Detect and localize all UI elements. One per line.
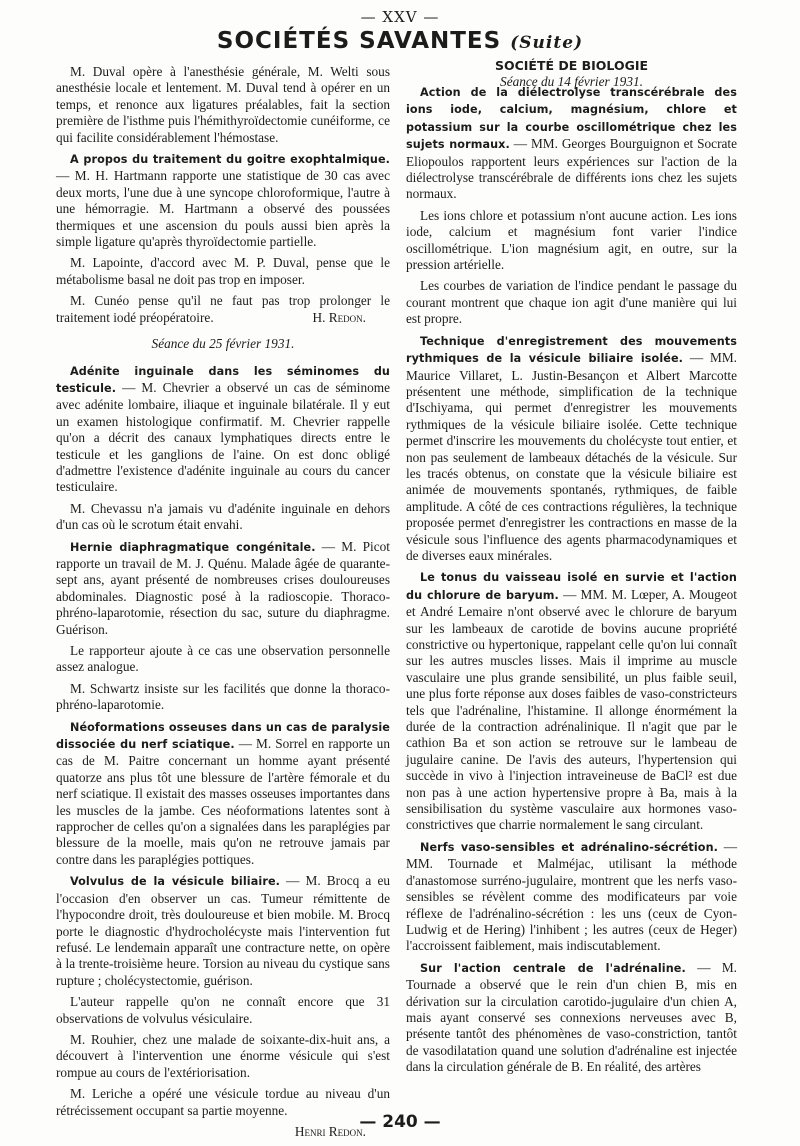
article-body: — M. H. Hartmann rapporte une statistique de 30 cas avec deux morts, l'une due à une syncope chloroformique, l'autre à une hémorragie. M. Hartmann a observé des poussées thermiques et une ascension du pouls aussi bien après la simple ligature qu'après thyroïdectomie partielle. [56,168,390,250]
article [406,569,737,834]
article-body: — M. Chevrier a observé un cas de séminome avec adénite lombaire, iliaque et inguinale bilatérale. Il y eut un examen histologique confirmatif. M. Chevrier rappelle qu'on a décrit des canaux lymphatiques directs entre le testicule et les ganglions de l'aine. On est donc obligé d'admettre l'existence d'adénite inguinale au cours du cancer testiculaire. [56,379,390,495]
paragraph [56,293,390,326]
article-heading: Sur l'action centrale de l'adrénaline. [420,961,686,975]
paragraph: Les courbes de variation de l'indice pendant le passage du courant montrent que chaque ion agit d'une manière qui lui est propre. [406,278,737,327]
section-banner [0,28,800,54]
article [56,151,390,250]
paragraph: Le rapporteur ajoute à ce cas une observation personnelle assez analogue. [56,643,390,675]
paragraph: M. Rouhier, chez une malade de soixante-dix-huit ans, a découvert à l'intervention une énorme vésicule qui s'est rompue au cours de l'extériorisation. [56,1031,390,1080]
article-heading: A propos du traitement du goitre exophtalmique. [70,153,390,167]
article-body: — MM. Tournade et Malméjac, utilisant la méthode d'anastomose surréno-jugulaire, montrent que les nerfs vaso-sensibles se révèlent comme des modificateurs par voie réflexe de l'adrénalino-sécrétion : les uns (ceux de Cyon-Ludwig et de Hering) l'inhibent ; les autres (ceux de Heger) l'accroissent faiblement, mais indiscutablement. [406,838,737,954]
paragraph: L'auteur rappelle qu'on ne connaît encore que 31 observations de volvulus vésiculaire. [56,994,390,1026]
article [406,839,737,955]
article-body: — M. Tournade a observé que le rein d'un chien B, mis en dérivation sur la circulation carotido-jugulaire d'un chien A, mais ayant conservé ses connexions nerveuses avec B, présente tantôt des phénomènes de vaso-constriction, tantôt de vasodilatation quand une solution d'adrénaline est injectée dans la circulation générale de B. En réalité, des artères [406,959,737,1075]
article-heading: Hernie diaphragmatique congénitale. [70,540,316,554]
left-column [56,64,390,1145]
article [406,960,737,1076]
right-column [406,84,737,1081]
page-header: — XXV — [360,8,440,26]
article [56,719,390,869]
signature: H. Redon. [312,309,366,325]
article-heading: Technique d'enregistrement des mouvements rythmiques de la vésicule biliaire isolée. [406,334,737,366]
article-body: — M. Sorrel en rapporte un cas de M. Paitre concernant un homme ayant présenté quatorze ans plus tôt une blessure de l'artère fémorale et du nerf sciatique. Il existait des masses osseuses importantes dans les muscles de la jambe. Ces néoformations latentes sont à rapprocher de celles qu'on a signalées dans les paraplégies par blessure de la moelle, mais qu'on ne retrouve jamais par contre dans les paraplégies pottiques. [56,736,390,867]
article-heading: Adénite inguinale dans les séminomes du testicule. [56,364,390,395]
article [406,84,737,203]
article-heading: Action de la diélectrolyse transcérébrale des ions iode, calcium, magnésium, chlore et potassium sur la courbe oscillométrique chez les sujets normaux. [406,86,737,152]
paragraph: M. Chevassu n'a jamais vu d'adénite inguinale en dehors d'un cas où le scrotum était envahi. [56,500,390,533]
article-heading: Néoformations osseuses dans un cas de paralysie dissociée du nerf sciatique. [56,720,390,752]
society-title: SOCIÉTÉ DE BIOLOGIE [494,58,649,73]
paragraph-text: M. Cunéo pense qu'il ne faut pas trop prolonger le traitement iodé préopératoire. [56,293,390,325]
article-body: — MM. Georges Bourguignon et Socrate Eliopoulos rapportent leurs expériences sur l'action de la diélectrolyse transcérébrale de différents ions chez les sujets normaux. [406,136,737,202]
paragraph: M. Leriche a opéré une vésicule tordue au niveau d'un rétrécissement occupant sa partie moyenne. [56,1086,390,1118]
article-heading: Volvulus de la vésicule biliaire. [70,875,280,889]
banner-suite: (Suite) [510,33,584,53]
article-heading: Le tonus du vaisseau isolé en survie et l'action du chlorure de baryum. [406,571,737,602]
article-body: — MM. Maurice Villaret, L. Justin-Besançon et Albert Marcotte présentent une méthode, simplification de la technique d'Ischiyama, qui permet d'enregistrer les mouvements rythmiques de la vésicule biliaire isolée. Cette technique permet d'inscrire les mouvements du cholécyste tout entier, et non pas seulement de lambeaux détachés de la vésicule. Sur les tracés obtenus, on constate que la vésicule biliaire est animée de mouvements spontanés, rythmiques, de faible amplitude. A côté de ces contractions régulières, la technique proposée permet d'enregistrer les contractions en masse de la vésicule sous l'influence des agents pharmacodynamiques et de diverses eaux minérales. [406,350,738,563]
article-heading: Nerfs vaso-sensibles et adrénalino-sécrétion. [420,840,719,854]
article [56,873,390,989]
paragraph: M. Duval opère à l'anesthésie générale, M. Welti sous anesthésie locale et lentement. M. Duval tend à opérer en un temps, et renonce aux ligatures préalables, fait la section première de l'isthme puis l'hémithyroïdectomie cunéiforme, ce qui facilite considérablement l'hémostase. [56,64,390,145]
seance-date: Séance du 25 février 1931. [151,336,295,352]
article-body: — MM. M. Lœper, A. Mougeot et André Lemaire n'ont observé avec le chlorure de baryum sur les lambeaux de carotide de bovins aucune propriété constrictive ou hypertonique, rappelant celle qu'on lui connaît sur les autres muscles lisses. Mais il imprime au muscle vasculaire une plus grande sensibilité, un plus faible seuil, une plus forte réponse aux doses faibles de vaso-constricteurs tels que l'adrénaline, l'histamine. Il allonge énormément la durée de la contraction adrénalinique. Il n'agit que par le cathion Ba et son action se retrouve sur le lambeau de jugulaire canine. De l'avis des auteurs, l'hypertension qui succède in vivo à l'injection intraveineuse de BaCl² est due non pas à une action hypertensive propre à Ba, mais à la sensibilisation du système vasculaire aux hormones vaso-constrictives que charrie normalement le sang circulant. [406,586,738,833]
article [406,333,737,565]
signature: Henri Redon. [294,1123,366,1139]
paragraph: Les ions chlore et potassium n'ont aucune action. Les ions iode, calcium et magnésium font varier l'indice oscillométrique. L'ion magnésium agit, en outre, sur la pression artérielle. [406,207,737,273]
paragraph: M. Lapointe, d'accord avec M. P. Duval, pense que le métabolisme basal ne doit pas trop en imposer. [56,255,390,287]
page-number: — 240 — [359,1112,441,1132]
article-body: — M. Picot rapporte un travail de M. J. Quénu. Malade âgée de quarante-sept ans, ayant présenté de nombreuses crises douloureuses abdominales. Diagnostic posé à la radioscopie. Thoraco-phréno-laparotomie, résection du sac, suture du diaphragme. Guérison. [56,538,390,637]
banner-title: SOCIÉTÉS SAVANTES [216,28,502,54]
paragraph: M. Schwartz insiste sur les facilités que donne la thoraco-phréno-laparotomie. [56,680,390,713]
society-seance-date: Séance du 14 février 1931. [500,74,643,89]
article-body: — M. Brocq a eu l'occasion d'en observer un cas. Tumeur rémittente de l'hypocondre droit, très douloureuse et bien mobile. M. Brocq porte le diagnostic d'hydrocholécyste mais l'intervention fut refusé. Le lendemain apparaît une contracture nette, on opère à la trente-troisième heure. Torsion au niveau du cystique sans rupture ; cholécystectomie, guérison. [56,873,390,988]
article [56,539,390,638]
article [56,363,390,496]
